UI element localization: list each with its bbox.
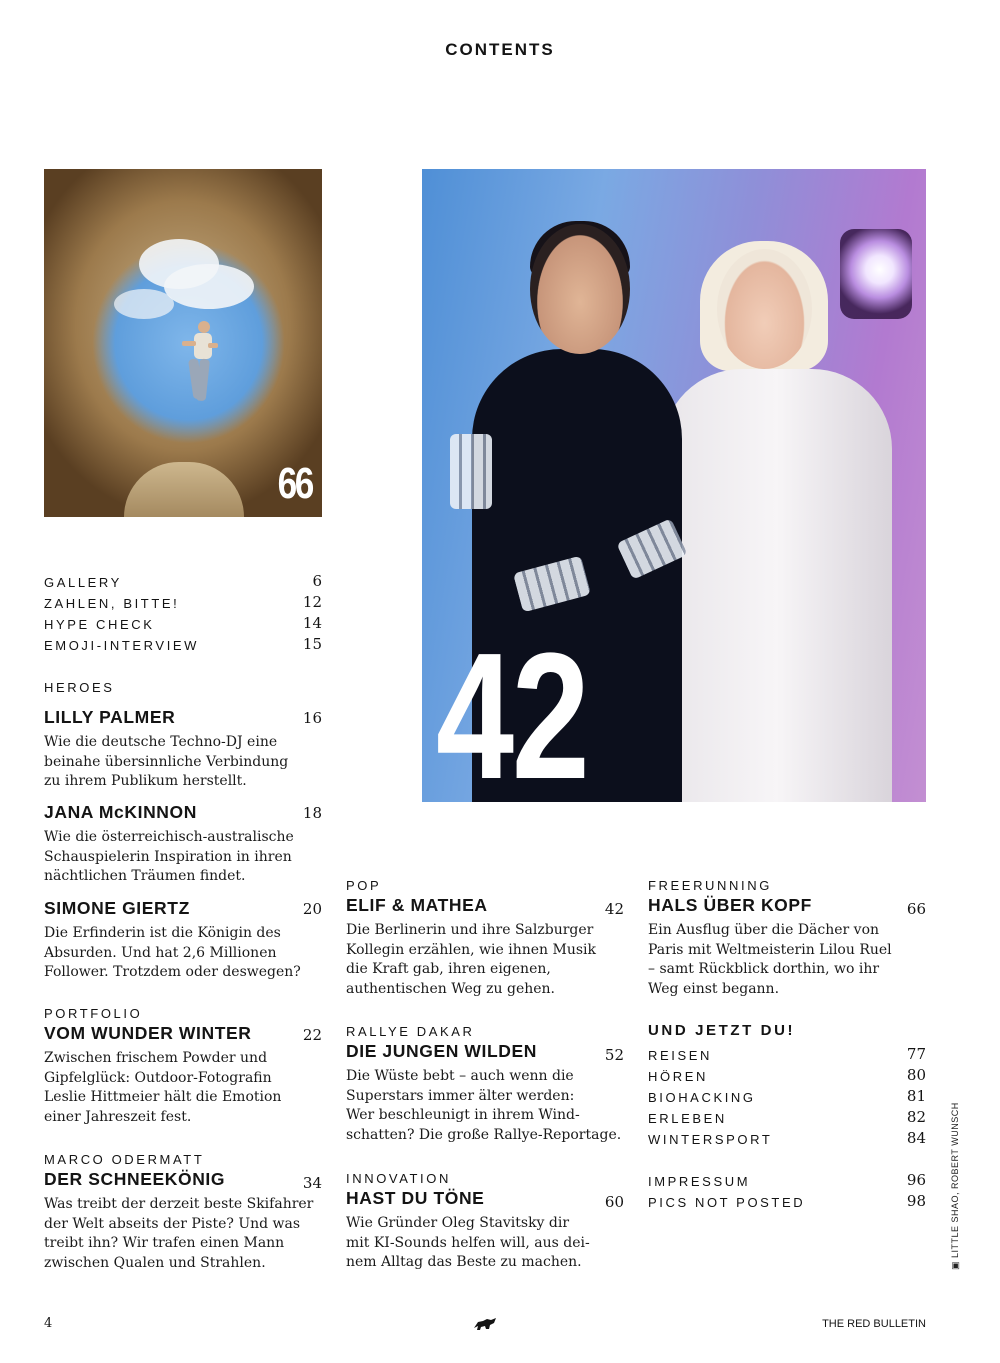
entry-kicker: FREERUNNING (648, 878, 772, 893)
toc-item-wintersport[interactable]: WINTERSPORT 84 (648, 1129, 926, 1147)
footer-brand: THE RED BULLETIN (822, 1318, 926, 1330)
entry-page: 18 (302, 804, 322, 822)
entry-description: Die Berlinerin und ihre Salzburger Kollegin erzählen, wie ihnen Musik die Kraft gab, ihren eigenen, authentischen Weg zu gehen. (346, 922, 597, 997)
entry-description: Wie die österreichisch-australische Schauspielerin Inspiration in ihren nächtlichen Träumen findet. (44, 829, 294, 884)
toc-item-reisen[interactable]: REISEN 77 (648, 1045, 926, 1063)
entry-title: DIE JUNGEN WILDEN (346, 1041, 538, 1061)
toc-entry-die-jungen-wilden[interactable] (346, 1024, 624, 1145)
photo-page-number-66: 66 (277, 459, 312, 508)
entry-description: Ein Ausflug über die Dächer von Paris mit Weltmeisterin Lilou Ruel – samt Rückblick dorthin, wo ihr Weg einst begann. (648, 922, 892, 997)
toc-entry-vom-wunder-winter[interactable] (44, 1006, 322, 1127)
entry-description: Die Wüste bebt – auch wenn die Superstars immer älter werden: Wer beschleunigt in ihrem Wind- schatten? Die große Rallye-Reportage. (346, 1068, 622, 1143)
toc-entry-hals-ueber-kopf[interactable] (648, 878, 926, 999)
toc-entry-elif-mathea[interactable] (346, 878, 624, 999)
entry-page: 22 (302, 1026, 322, 1044)
entry-kicker: RALLYE DAKAR (346, 1024, 475, 1039)
toc-item-hype-check[interactable]: HYPE CHECK 14 (44, 614, 322, 632)
entry-kicker: MARCO ODERMATT (44, 1152, 205, 1167)
entry-title: VOM WUNDER WINTER (44, 1023, 252, 1043)
entry-description: Wie Gründer Oleg Stavitsky dir mit KI-Sounds helfen will, aus dei- nem Alltag das Beste zu machen. (346, 1215, 590, 1270)
section-und-jetzt-du-title: UND JETZT DU! (648, 1022, 796, 1039)
elif-mathea-photo[interactable] (422, 169, 926, 802)
toc-item-impressum[interactable]: IMPRESSUM 96 (648, 1171, 926, 1189)
toc-item-emoji-interview[interactable]: EMOJI-INTERVIEW 15 (44, 635, 322, 653)
entry-title: JANA McKINNON (44, 802, 197, 822)
entry-page: 20 (302, 900, 322, 918)
photo-credit: ▣ LITTLE SHAO, ROBERT WUNSCH (950, 1102, 960, 1270)
red-bull-icon (472, 1316, 498, 1332)
page-number: 4 (44, 1316, 53, 1331)
photo-page-number-42: 42 (436, 616, 588, 802)
entry-title: LILLY PALMER (44, 707, 176, 727)
toc-entry-lilly-palmer[interactable] (44, 707, 322, 792)
entry-description: Zwischen frischem Powder und Gipfelglück: Outdoor-Fotografin Leslie Hittmeier hält die Emotion einer Jahreszeit fest. (44, 1050, 282, 1125)
entry-title: HAST DU TÖNE (346, 1188, 485, 1208)
entry-kicker: INNOVATION (346, 1171, 451, 1186)
entry-page: 16 (302, 709, 322, 727)
toc-item-biohacking[interactable]: BIOHACKING 81 (648, 1087, 926, 1105)
entry-page: 66 (906, 900, 926, 918)
entry-title: DER SCHNEEKÖNIG (44, 1169, 226, 1189)
entry-description: Was treibt der derzeit beste Skifahrer der Welt abseits der Piste? Und was treibt ihn? Wir trafen einen Mann zwischen Qualen und Strahlen. (44, 1196, 314, 1271)
entry-page: 42 (604, 900, 624, 918)
toc-entry-simone-giertz[interactable] (44, 898, 322, 983)
entry-kicker: POP (346, 878, 382, 893)
jumper-figure (182, 319, 218, 409)
toc-item-zahlen-bitte[interactable]: ZAHLEN, BITTE! 12 (44, 593, 322, 611)
page-title: CONTENTS (445, 40, 555, 59)
section-heroes-label: HEROES (44, 680, 115, 695)
entry-page: 60 (604, 1193, 624, 1211)
entry-page: 52 (604, 1046, 624, 1064)
entry-title: HALS ÜBER KOPF (648, 895, 812, 915)
toc-entry-hast-du-toene[interactable] (346, 1171, 624, 1273)
studio-light (840, 229, 912, 319)
entry-description: Wie die deutsche Techno-DJ eine beinahe übersinnliche Verbindung zu ihrem Publikum herstellt. (44, 734, 289, 789)
entry-title: SIMONE GIERTZ (44, 898, 190, 918)
toc-item-erleben[interactable]: ERLEBEN 82 (648, 1108, 926, 1126)
toc-item-gallery[interactable]: GALLERY 6 (44, 572, 322, 590)
entry-kicker: PORTFOLIO (44, 1006, 143, 1021)
toc-entry-der-schneekoenig[interactable] (44, 1152, 322, 1273)
entry-description: Die Erfinderin ist die Königin des Absurden. Und hat 2,6 Millionen Follower. Trotzdem oder deswegen? (44, 925, 301, 980)
freerunning-photo[interactable] (44, 169, 322, 517)
toc-item-hoeren[interactable]: HÖREN 80 (648, 1066, 926, 1084)
toc-entry-jana-mckinnon[interactable] (44, 802, 322, 887)
toc-item-pics-not-posted[interactable]: PICS NOT POSTED 98 (648, 1192, 926, 1210)
entry-title: ELIF & MATHEA (346, 895, 488, 915)
entry-page: 34 (302, 1174, 322, 1192)
camera-icon: ▣ (950, 1260, 960, 1270)
